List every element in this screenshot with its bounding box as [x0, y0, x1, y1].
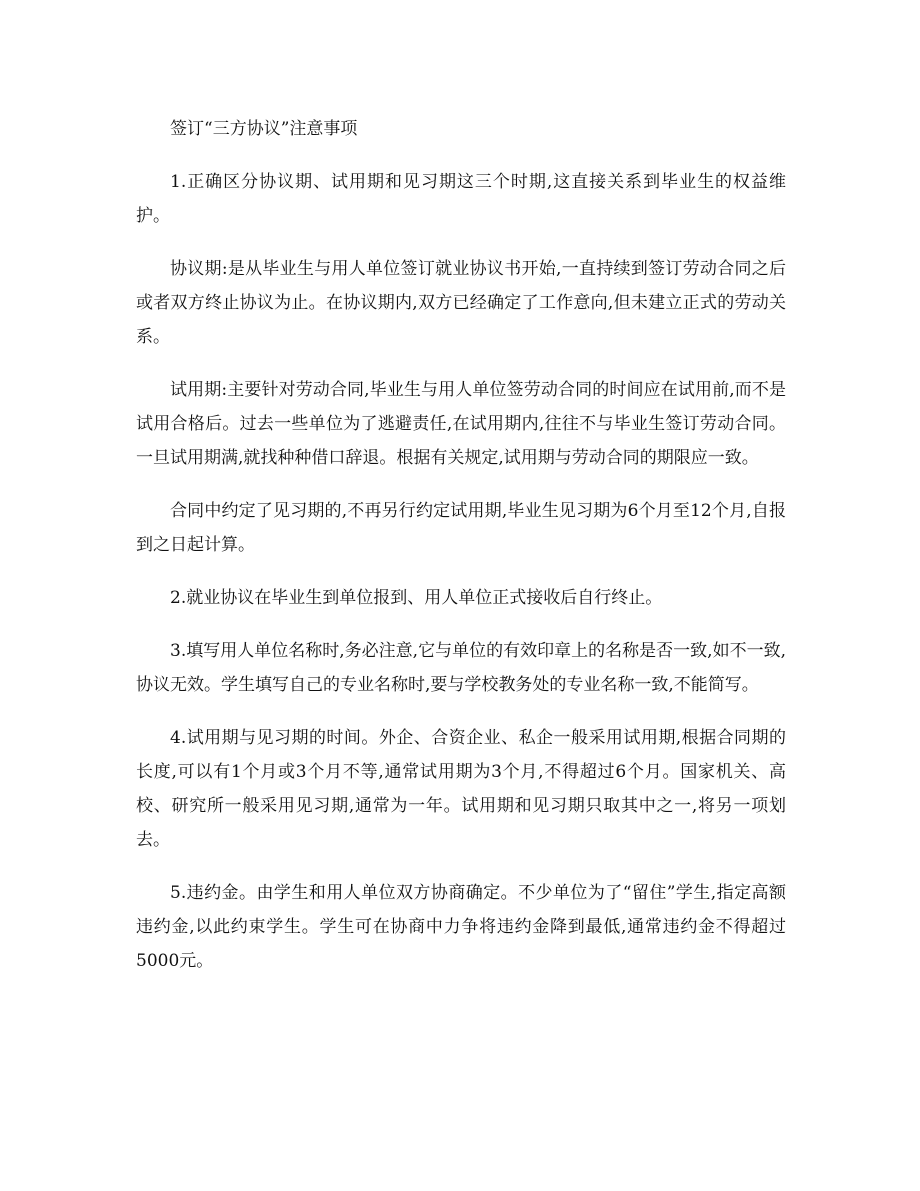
- paragraph-7: 4.试用期与见习期的时间。外企、合资企业、私企一般采用试用期,根据合同期的长度,可以有1个月或3个月不等,通常试用期为3个月,不得超过6个月。国家机关、高校、研究所一般采用见习期,通常为一年。试用期和见习期只取其中之一,将另一项划去。: [136, 728, 786, 850]
- document-body: [136, 112, 786, 997]
- document-title: 签订“三方协议”注意事项: [170, 119, 358, 139]
- paragraph-3: 试用期:主要针对劳动合同,毕业生与用人单位签劳动合同的时间应在试用前,而不是试用合格后。过去一些单位为了逃避责任,在试用期内,往往不与毕业生签订劳动合同。一旦试用期满,就找种种借口辞退。根据有关规定,试用期与劳动合同的期限应一致。: [136, 380, 786, 468]
- paragraph-5: 2.就业协议在毕业生到单位报到、用人单位正式接收后自行终止。: [170, 588, 663, 608]
- paragraph-1: 1.正确区分协议期、试用期和见习期这三个时期,这直接关系到毕业生的权益维护。: [136, 172, 786, 226]
- paragraph-6: 3.填写用人单位名称时,务必注意,它与单位的有效印章上的名称是否一致,如不一致,协议无效。学生填写自己的专业名称时,要与学校教务处的专业名称一致,不能简写。: [136, 641, 786, 695]
- paragraph-8: 5.违约金。由学生和用人单位双方协商确定。不少单位为了“留住”学生,指定高额违约金,以此约束学生。学生可在协商中力争将违约金降到最低,通常违约金不得超过5000元。: [136, 883, 786, 971]
- paragraph-4: 合同中约定了见习期的,不再另行约定试用期,毕业生见习期为6个月至12个月,自报到之日起计算。: [136, 501, 786, 555]
- paragraph-2: 协议期:是从毕业生与用人单位签订就业协议书开始,一直持续到签订劳动合同之后或者双方终止协议为止。在协议期内,双方已经确定了工作意向,但未建立正式的劳动关系。: [136, 259, 786, 347]
